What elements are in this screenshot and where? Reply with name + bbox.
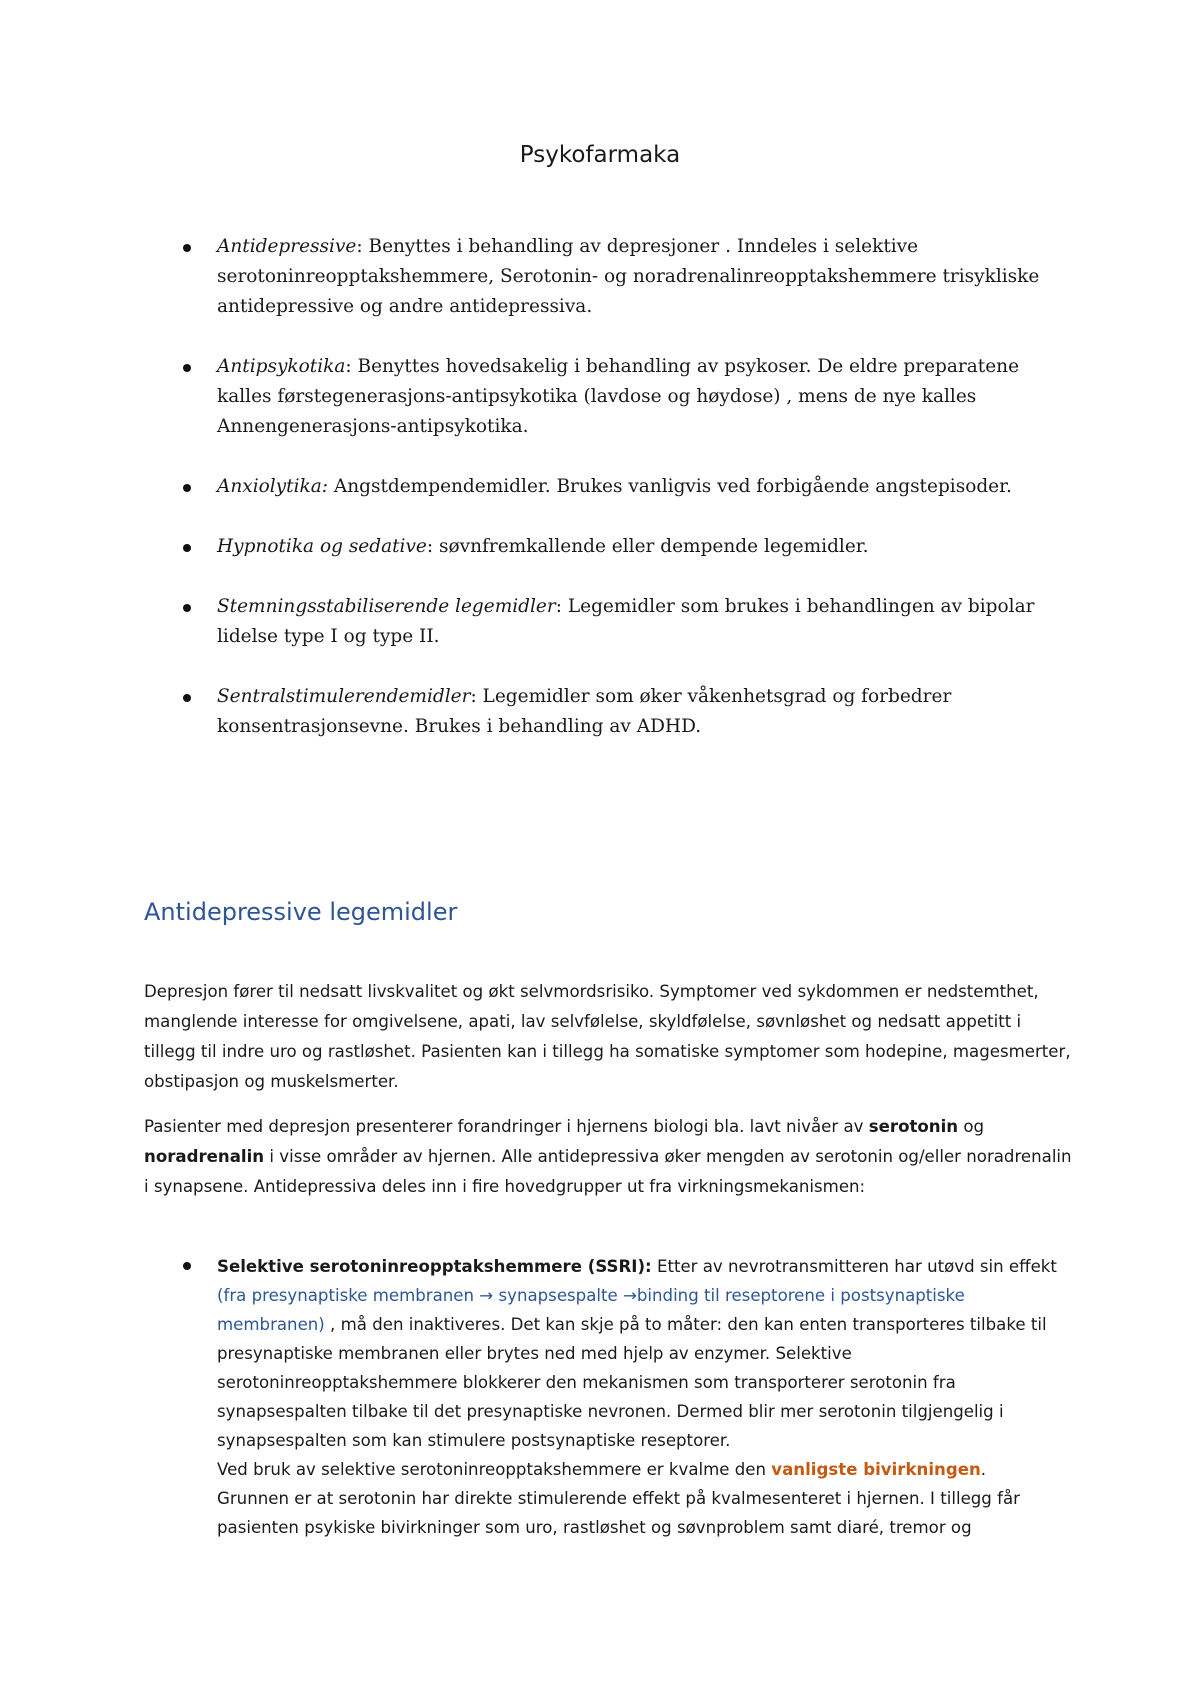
- section-heading: Antidepressive legemidler: [144, 898, 458, 926]
- list-item: [0, 232, 1067, 322]
- bullet-icon: [183, 484, 191, 492]
- list-item: [0, 592, 1067, 652]
- list-item: [0, 682, 1067, 742]
- antidepressant-group-list: [0, 1252, 1070, 1542]
- bullet-icon: [183, 1262, 191, 1270]
- text-run: , må den inaktiveres. Det kan skje på to måter: den kan enten transporteres tilbake til presynaptiske membranen eller brytes ned med hjelp av enzymer. Selektive serotoninreopptakshemmere blokkerer den mekanismen som transporterer serotonin fra synapsespalten tilbake til det presynaptiske nevronen. Dermed blir mer serotonin tilgjengelig i synapsespalten som kan stimulere postsynaptiske reseptorer.: [217, 1315, 1047, 1450]
- bullet-icon: [183, 544, 191, 552]
- list-item: [0, 532, 1067, 562]
- text-run: i visse områder av hjernen. Alle antidepressiva øker mengden av serotonin og/eller noradrenalin i synapsene. Antidepressiva deles inn i fire hovedgrupper ut fra virkningsmekanismen:: [144, 1147, 1072, 1196]
- list-item-text: : Benyttes hovedsakelig i behandling av psykoser. De eldre preparatene kalles førstegenerasjons-antipsykotika (lavdose og høydose) , mens de nye kalles Annengenerasjons-antipsykotika.: [217, 356, 1020, 437]
- bullet-icon: [183, 244, 191, 252]
- list-item-text: Angstdempendemidler. Brukes vanligvis ved forbigående angstepisoder.: [327, 476, 1012, 497]
- list-item-term: Hypnotika og sedative: [217, 536, 427, 557]
- list-item: [0, 472, 1067, 502]
- paragraph-biology: [144, 1112, 1074, 1202]
- list-item: [0, 352, 1067, 442]
- list-item-term: Stemningsstabiliserende legemidler: [217, 596, 556, 617]
- text-run: Ved bruk av selektive serotoninreopptakshemmere er kvalme den: [217, 1460, 772, 1479]
- keyword-serotonin: serotonin: [868, 1117, 959, 1136]
- text-run: og: [958, 1117, 985, 1136]
- text-run: Pasienter med depresjon presenterer forandringer i hjernens biologi bla. lavt nivåer av: [144, 1117, 869, 1136]
- list-item-text: : Legemidler som øker våkenhetsgrad og forbedrer konsentrasjonsevne. Brukes i behandling av ADHD.: [217, 686, 952, 737]
- list-item-text: : Legemidler som brukes i behandlingen av bipolar lidelse type I og type II.: [217, 596, 1035, 647]
- page-title: Psykofarmaka: [519, 142, 681, 168]
- keyword-noradrenalin: noradrenalin: [144, 1147, 265, 1166]
- list-item-term: Anxiolytika:: [217, 476, 328, 497]
- side-effect-highlight: vanligste bivirkningen: [771, 1460, 981, 1479]
- list-item-ssri: [0, 1252, 1070, 1542]
- drug-class-list: [0, 232, 1200, 772]
- text-run: Grunnen er at serotonin har direkte stimulerende effekt på kvalmesenteret i hjernen. I tillegg får pasienten psykiske bivirkninger som uro, rastløshet og søvnproblem samt diaré, tremor og: [217, 1489, 1020, 1537]
- text-run: Etter av nevrotransmitteren har utøvd sin effekt: [651, 1257, 1057, 1276]
- list-item-term: Antidepressive: [217, 236, 357, 257]
- bullet-icon: [183, 694, 191, 702]
- bullet-icon: [183, 604, 191, 612]
- mechanism-note: (fra presynaptiske membranen → synapsespalte →binding til reseptorene i postsynaptiske membranen): [217, 1286, 965, 1334]
- ssri-term: Selektive serotoninreopptakshemmere (SSRI):: [217, 1257, 652, 1276]
- list-item-term: Antipsykotika: [217, 356, 346, 377]
- bullet-icon: [183, 364, 191, 372]
- list-item-text: : søvnfremkallende eller dempende legemidler.: [426, 536, 869, 557]
- paragraph-depression: Depresjon fører til nedsatt livskvalitet og økt selvmordsrisiko. Symptomer ved sykdommen er nedstemthet, manglende interesse for omgivelsene, apati, lav selvfølelse, skyldfølelse, søvnløshet og nedsatt appetitt i tillegg til indre uro og rastløshet. Pasienten kan i tillegg ha somatiske symptomer som hodepine, magesmerter, obstipasjon og muskelsmerter.: [144, 982, 1071, 1091]
- list-item-term: Sentralstimulerendemidler: [217, 686, 471, 707]
- list-item-text: : Benyttes i behandling av depresjoner . Inndeles i selektive serotoninreopptakshemmere, Serotonin- og noradrenalinreopptakshemmere trisykliske antidepressive og andre antidepressiva.: [217, 236, 1040, 317]
- text-run: .: [980, 1460, 987, 1479]
